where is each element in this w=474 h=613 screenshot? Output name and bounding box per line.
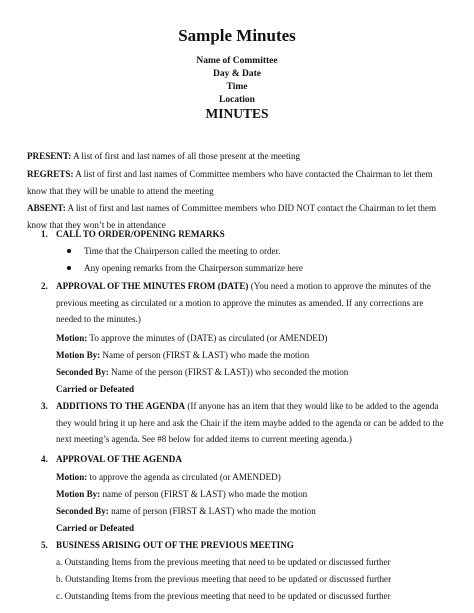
bullet-text: Any opening remarks from the Chairperson summarize here (84, 263, 303, 273)
list-item: b. Outstanding Items from the previous meeting that need to be updated or discussed further (56, 574, 392, 584)
item-number: 3. (41, 401, 48, 411)
meeting-time: Time (226, 82, 248, 92)
bullet-icon (67, 266, 71, 270)
present-text: A list of first and last names of all those present at the meeting (71, 151, 301, 161)
seconded-line (56, 503, 451, 520)
item-number: 1. (41, 229, 48, 239)
item-text: (You need a motion to approve the minutes of the previous meeting as circulated or a motion to approve the minutes as amended. If any corrections are needed to the minutes.) (56, 281, 431, 324)
seconded-text: name of person (FIRST & LAST) who made the motion (108, 506, 316, 516)
day-date: Day & Date (212, 69, 261, 79)
minutes-heading: MINUTES (205, 106, 269, 121)
regrets-label: REGRETS: (27, 169, 74, 179)
absent-text: A list of first and last names of Committee members who DID NOT contact the Chairman to let them know that they won’t be in attendance (27, 203, 437, 230)
meeting-location: Location (219, 95, 255, 105)
item-heading: APPROVAL OF THE AGENDA (56, 454, 182, 464)
bullet-text: Time that the Chairperson called the meeting to order. (84, 246, 281, 256)
bullet-icon (67, 249, 71, 253)
motion-line (56, 330, 451, 347)
item-heading: CALL TO ORDER/OPENING REMARKS (56, 229, 225, 239)
seconded-line (56, 364, 451, 381)
item-heading: BUSINESS ARISING OUT OF THE PREVIOUS MEETING (56, 540, 294, 550)
result-line (56, 520, 451, 537)
committee-name: Name of Committee (196, 56, 278, 66)
result-text: Carried or Defeated (56, 523, 135, 533)
absent-label: ABSENT: (27, 203, 66, 213)
document-title: Sample Minutes (178, 26, 296, 45)
item-number: 2. (41, 281, 48, 291)
result-text: Carried or Defeated (56, 384, 135, 394)
seconded-label: Seconded By: (56, 506, 109, 516)
result-line (56, 381, 451, 398)
motion-line (56, 469, 451, 486)
item-heading: ADDITIONS TO THE AGENDA (56, 401, 186, 411)
list-item: c. Outstanding Items from the previous meeting that need to be updated or discussed further (56, 591, 391, 601)
motion-label: Motion: (56, 333, 88, 343)
present-label: PRESENT: (27, 151, 72, 161)
motion-by-label: Motion By: (56, 350, 101, 360)
motion-text: To approve the minutes of (DATE) as circulated (or AMENDED) (87, 333, 328, 343)
seconded-text: Name of the person (FIRST & LAST)) who seconded the motion (108, 367, 349, 377)
item-heading: APPROVAL OF THE MINUTES FROM (DATE) (56, 281, 249, 291)
motion-text: to approve the agenda as circulated (or AMENDED) (87, 472, 281, 482)
seconded-label: Seconded By: (56, 367, 109, 377)
motion-by-label: Motion By: (56, 489, 101, 499)
motion-label: Motion: (56, 472, 88, 482)
list-item: a. Outstanding Items from the previous meeting that need to be updated or discussed further (56, 557, 391, 567)
present-paragraph (27, 148, 447, 165)
item-number: 5. (41, 540, 48, 550)
item-text: (If anyone has an item that they would like to be added to the agenda they would bring it up here and ask the Chair if the item maybe added to the agenda or can be added to the next meeting’s agenda. See #8 below for added items to current meeting agenda.) (56, 401, 444, 444)
motion-by-text: Name of person (FIRST & LAST) who made the motion (100, 350, 310, 360)
regrets-paragraph (27, 166, 447, 199)
item-number: 4. (41, 454, 48, 464)
motion-by-line (56, 347, 451, 364)
motion-by-line (56, 486, 451, 503)
regrets-text: A list of first and last names of Committee members who have contacted the Chairman to let them know that they will be unable to attend the meeting (27, 169, 433, 196)
motion-by-text: name of person (FIRST & LAST) who made the motion (100, 489, 308, 499)
